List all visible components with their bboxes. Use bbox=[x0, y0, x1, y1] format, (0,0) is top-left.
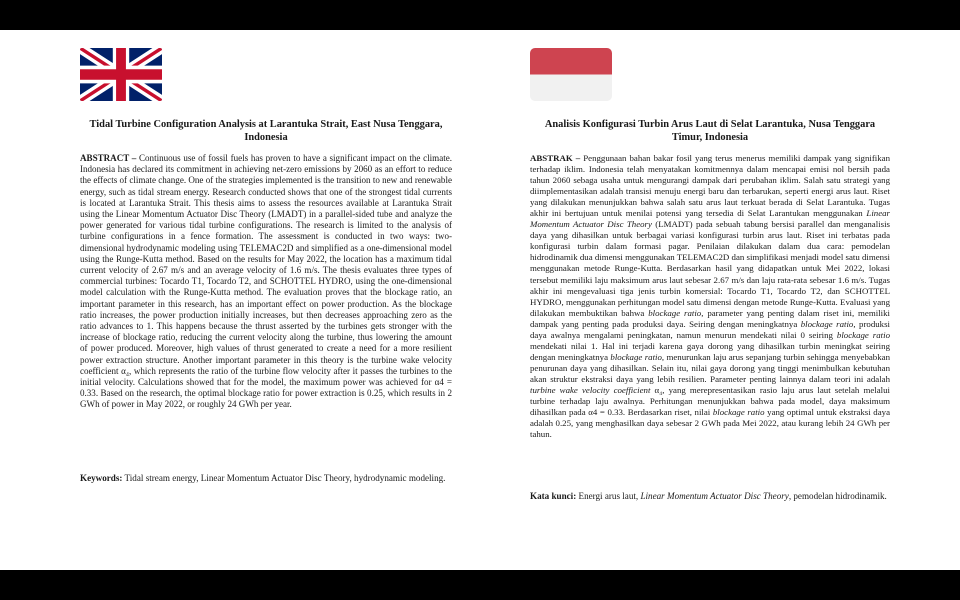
abstrak-text: mendekati nilai 1. Hal ini terjadi karena gaya dorong yang dihasilkan turbin meningkat seiring dengan meningkatnya bbox=[530, 340, 890, 362]
indonesian-abstract bbox=[530, 153, 890, 440]
abstrak-text: , parameter yang penting dalam riset ini, memiliki dampak yang penting pada produksi daya. Seiring dengan meningkatnya bbox=[530, 307, 890, 329]
english-abstract bbox=[80, 153, 452, 411]
kata-kunci-italic: Linear Momentum Actuator Disc Theory bbox=[640, 491, 789, 501]
abstrak-text: α₄, yang merepresentasikan rasio laju arus laut setelah melalui turbine terhadap laju awalnya. Perhitungan menunjukkan bahwa pada model, daya maksimum dihasilkan pada α4 = 0.33. Berdasarkan riset, nilai bbox=[530, 384, 890, 418]
keywords-label: Keywords: bbox=[80, 473, 123, 483]
abstrak-text: yang optimal untuk ekstraksi daya adalah 0.25, yang menghasilkan daya sebesar 2 GWh pada Mei 2022, atau kurang lebih 24 GWh per tahun. bbox=[530, 407, 890, 440]
abstrak-italic: blockage ratio bbox=[610, 351, 662, 362]
english-title: Tidal Turbine Configuration Analysis at Larantuka Strait, East Nusa Tenggara, Indonesia bbox=[89, 119, 443, 143]
abstrak-italic: blockage ratio bbox=[648, 307, 702, 318]
abstrak-label: ABSTRAK – bbox=[530, 153, 581, 163]
abstrak-italic: Linear Momentum Actuator Disc Theory bbox=[530, 208, 890, 230]
uk-flag-icon bbox=[80, 48, 162, 101]
indonesia-flag-icon bbox=[530, 48, 612, 101]
abstrak-text: Penggunaan bahan bakar fosil yang terus menerus memiliki dampak yang signifikan terhadap iklim. Indonesia telah menyatakan komitmennya dalam mencapai emisi nol bersih pada tahun 2060 sebaga usaha untuk mengurangi dampak dari perubahan iklim. Salah satu strategi yang diimplementasikan adalah transisi menuju energi baru dan terbarukan, seperti energi arus laut. Riset yang dilakukan menunjukkan bahwa salah satu arus laut terkuat berada di Selat Larantuka. Tugas akhir ini bertujuan untuk menilai potensi yang tersedia di Selat Larantukan menggunakan bbox=[530, 153, 890, 219]
abstract-label: ABSTRACT – bbox=[80, 153, 137, 163]
abstract-body: Continuous use of fossil fuels has proven to have a significant impact on the climate. Indonesia has declared its commitment in achieving net-zero emissions by 2060 as an effort to reduce the effects of climate change. One of the strategies implemented is the transition to new and renewable energy, such as tidal stream energy. Research conducted shows that one of the strongest tidal currents is located at Larantuka Strait. This thesis aims to assess the resources available at Larantuka Strait using the Linear Momentum Actuator Disc Theory (LMADT) in a parallel-sided tube and analyze the power generated for various tidal turbine configurations. The research is limited to the analysis of turbine configurations in a fence formation. The assessment is conducted in two ways: two-dimensional hydrodynamic modeling using TELEMAC2D and simplified as a one-dimensional model using the Runge-Kutta method. Based on the results for May 2022, the location has a maximum tidal current velocity of 2.67 m/s and an average velocity of 1.6 m/s. The thesis evaluates three types of commercial turbines: Tocardo T1, Tocardo T2, and SCHOTTEL HYDRO, using the one-dimensional model calculation with the Runge-Kutta method. The evaluation proves that the blockage ratio, an important parameter in this research, has an important effect on power production. As the blockage ratio increases, the power production initially increases, but then decreases approaching zero as the ratio advances to 1. This happens because the thrust asserted by the turbines gets stronger with the increase of blockage ratio, reducing the current velocity along the turbine, thus lowering the amount of power produced. Moreover, high values of thrust generated to create a need for a more resilient power extraction structure. Another important parameter in this theory is the turbine wake velocity coefficient α₄, which represents the ratio of the turbine flow velocity after it passes the turbines to the initial velocity. Calculations showed that for the model, the maximum power was achieved for α4 = 0.33. Based on the research, the optimal blockage ratio for power extraction is 0.25, which results in 2 GWh of power in May 2022, or roughly 24 GWh per year. bbox=[80, 153, 453, 410]
indonesian-title: Analisis Konfigurasi Turbin Arus Laut di Selat Larantuka, Nusa Tenggara Timur, Indonesia bbox=[544, 119, 876, 143]
kata-kunci-text: Energi arus laut, bbox=[576, 491, 641, 501]
abstrak-italic: blockage ratio bbox=[712, 407, 765, 418]
document-page bbox=[0, 30, 960, 570]
abstrak-text: , produksi daya awalnya mengalami peningkatan, namun menurun mendekati nilai 0 seiring bbox=[530, 318, 890, 340]
kata-kunci-label: Kata kunci: bbox=[530, 491, 577, 501]
kata-kunci-text: , pemodelan hidrodinamik. bbox=[788, 491, 887, 501]
abstrak-italic: turbine wake velocity coefficient bbox=[530, 384, 651, 395]
english-column bbox=[80, 30, 452, 570]
indonesian-keywords bbox=[530, 491, 890, 502]
abstrak-text: (LMADT) pada sebuah tabung bersisi parallel dan menganalisis daya yang dihasilkan untuk berbagai variasi konfigurasi turbin arus laut. Riset ini terbatas pada konfigurasi turbin dalam formasi pagar. Penilaian dilakukan dalam dua cara: pemodelan hidrodinamik dua dimensi menggunakan TELEMAC2D dan simplifikasi menjadi model satu dimensi menggunakan metode Runge-Kutta. Berdasarkan hasil yang didapatkan untuk Mei 2022, lokasi tersebut memiliki laju maksimum arus laut sebesar 2.67 m/s dan laju rata-rata sebesar 1.6 m/s. Tugas akhir ini mengevaluasi tiga jenis turbin komersial: Tocardo T1, Tocardo T2, dan SCHOTTEL HYDRO, menggunakan perhitungan model satu dimensi dengan metode Runge-Kutta. Evaluasi yang dilakukan membuktikan bahwa bbox=[530, 219, 890, 318]
indonesian-column bbox=[530, 30, 890, 570]
abstrak-text: , menurunkan laju arus sepanjang turbin sehingga menyebabkan penurunan daya yang dihasilkan. Selain itu, nilai gaya dorong yang tinggi menimbulkan kebutuhan akan struktur ekstraksi daya yang lebih resilien. Parameter penting lainnya dalam teori ini adalah bbox=[530, 351, 890, 384]
abstrak-italic: blockage ratio bbox=[836, 329, 890, 340]
abstrak-italic: blockage ratio bbox=[800, 318, 854, 329]
english-keywords bbox=[80, 473, 452, 484]
keywords-body: Tidal stream energy, Linear Momentum Actuator Disc Theory, hydrodynamic modeling. bbox=[122, 473, 446, 483]
